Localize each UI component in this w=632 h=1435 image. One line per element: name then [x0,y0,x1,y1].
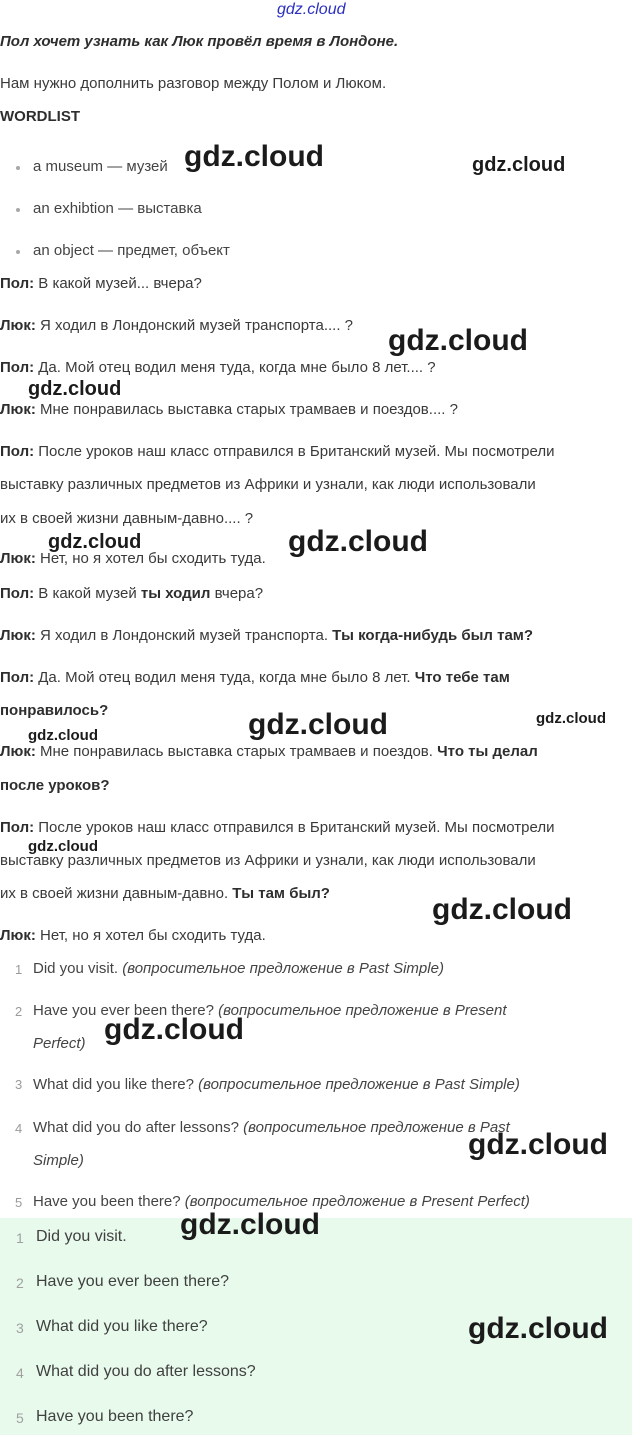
list-number: 1 [16,1230,24,1246]
answer-item: What did you do after lessons? [36,1363,256,1380]
watermark: gdz.cloud [48,531,142,553]
watermark: gdz.cloud [28,378,122,400]
dialog-line: Люк: Мне понравилась выставка старых трамваев и поездов.... ? [0,401,458,418]
dialog-line: Пол: После уроков наш класс отправился в Британский музей. Мы посмотрели [0,443,555,460]
dialog-filled-cont: понравилось? [0,702,109,719]
explanation-item: Have you been there? (вопросительное предложение в Present Perfect) [33,1193,530,1210]
watermark: gdz.cloud [432,893,572,926]
bullet-icon [16,250,20,254]
site-logo[interactable]: gdz.cloud [277,1,346,18]
watermark: gdz.cloud [536,710,606,727]
list-number: 3 [15,1077,23,1092]
answer-item: Did you visit. [36,1228,127,1245]
dialog-line: Люк: Я ходил в Лондонский музей транспорта.... ? [0,317,353,334]
bullet-icon [16,166,20,170]
dialog-filled-line: Люк: Нет, но я хотел бы сходить туда. [0,927,266,944]
dialog-filled-cont: выставку различных предметов из Африки и узнали, как люди использовали [0,852,536,869]
dialog-line: Пол: Да. Мой отец водил меня туда, когда мне было 8 лет.... ? [0,359,436,376]
dialog-filled-line: Люк: Я ходил в Лондонский музей транспорта. Ты когда-нибудь был там? [0,627,534,644]
list-number: 2 [15,1004,23,1019]
watermark: gdz.cloud [468,1312,608,1345]
bullet-icon [16,208,20,212]
list-number: 3 [16,1320,24,1336]
watermark: gdz.cloud [28,838,98,855]
wordlist-item: an object — предмет, объект [33,242,230,259]
list-number: 4 [16,1365,24,1381]
watermark: gdz.cloud [184,140,324,173]
explanation-cont: Perfect) [33,1035,86,1052]
watermark: gdz.cloud [288,525,428,558]
watermark: gdz.cloud [388,324,528,357]
dialog-line: Люк: Нет, но я хотел бы сходить туда. [0,550,266,567]
dialog-filled-line: Пол: Да. Мой отец водил меня туда, когда мне было 8 лет. Что тебе там [0,669,510,686]
answer-item: Have you been there? [36,1408,194,1425]
dialog-line: Пол: В какой музей... вчера? [0,275,202,292]
dialog-line-cont: выставку различных предметов из Африки и узнали, как люди использовали [0,476,536,493]
explanation-item: Have you ever been there? (вопросительное предложение в Present [33,1002,507,1019]
task-text: Пол хочет узнать как Люк провёл время в Лондоне. [0,33,399,50]
wordlist-title: WORDLIST [0,108,80,125]
dialog-filled-cont: после уроков? [0,777,110,794]
list-number: 5 [15,1195,23,1210]
watermark: gdz.cloud [104,1013,244,1046]
explanation-item: What did you like there? (вопросительное предложение в Past Simple) [33,1076,520,1093]
explanation-item: Did you visit. (вопросительное предложение в Past Simple) [33,960,444,977]
list-number: 4 [15,1121,23,1136]
watermark: gdz.cloud [472,154,566,176]
dialog-filled-cont: их в своей жизни давным-давно. Ты там был? [0,885,330,902]
watermark: gdz.cloud [248,708,388,741]
list-number: 2 [16,1275,24,1291]
explanation-cont: Simple) [33,1152,84,1169]
dialog-filled-line: Пол: В какой музей ты ходил вчера? [0,585,264,602]
dialog-line-cont: их в своей жизни давным-давно.... ? [0,510,254,527]
dialog-filled-line: Люк: Мне понравилась выставка старых трамваев и поездов. Что ты делал [0,743,538,760]
dialog-filled-line: Пол: После уроков наш класс отправился в Британский музей. Мы посмотрели [0,819,555,836]
answer-item: Have you ever been there? [36,1273,230,1290]
list-number: 5 [16,1410,24,1426]
watermark: gdz.cloud [180,1208,320,1241]
wordlist-item: an exhibtion — выставка [33,200,202,217]
answer-item: What did you like there? [36,1318,208,1335]
wordlist-item: a museum — музей [33,158,168,175]
watermark: gdz.cloud [28,727,98,744]
list-number: 1 [15,962,23,977]
watermark: gdz.cloud [468,1128,608,1161]
instruction-text: Нам нужно дополнить разговор между Полом и Люком. [0,75,387,92]
explanation-item: What did you do after lessons? (вопросительное предложение в Past [33,1119,510,1136]
